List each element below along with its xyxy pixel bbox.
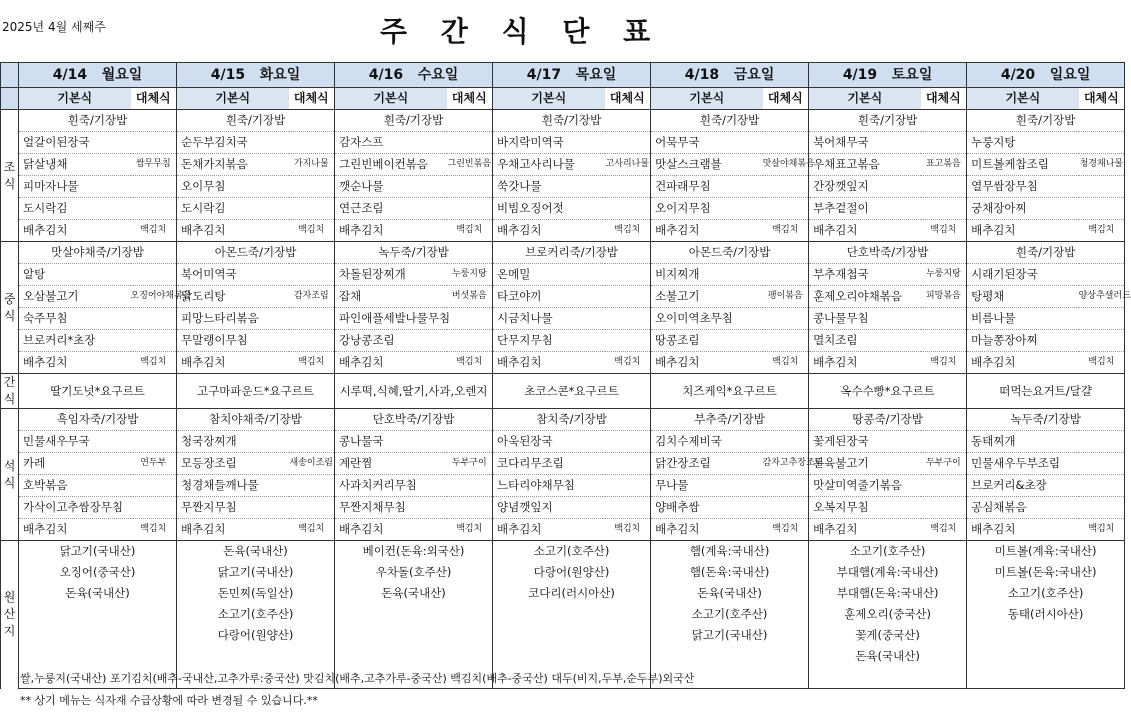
lunch-alt-dish: 누룽지탕 <box>921 264 967 286</box>
breakfast-dish: 쑥갓나물 <box>493 176 651 198</box>
section-snack: 간식 <box>1 374 19 409</box>
lunch-dish: 배추김치 <box>493 352 605 374</box>
snack-item: 떠먹는요거트/달걀 <box>967 374 1125 409</box>
day-date: 4/14 <box>52 66 88 83</box>
lunch-dish: 피망느타리볶음 <box>177 308 335 330</box>
breakfast-alt-dish: 백김치 <box>289 220 335 242</box>
dinner-dish: 무짠지무침 <box>177 497 335 519</box>
weekly-menu-table <box>0 62 1131 689</box>
spacer <box>403 67 418 83</box>
dinner-dish: 동태찌개 <box>967 431 1125 453</box>
lunch-dish: 오이미역초무침 <box>651 308 809 330</box>
dinner-dish: 코다리무조림 <box>493 453 651 475</box>
origin-item: 소고기(호주산) <box>493 541 651 563</box>
day-weekday: 수요일 <box>417 66 459 83</box>
dinner-main: 참치죽/기장밥 <box>493 409 651 431</box>
breakfast-alt-dish: 백김치 <box>921 220 967 242</box>
breakfast-dish: 배추김치 <box>651 220 763 242</box>
origin-item <box>177 646 335 667</box>
dinner-dish: 닭간장조림 <box>651 453 763 475</box>
lunch-dish: 비지찌개 <box>651 264 809 286</box>
lunch-dish: 차돌된장찌개 <box>335 264 447 286</box>
corner-cell <box>1 63 19 88</box>
origin-item <box>651 646 809 667</box>
day-header <box>493 63 651 88</box>
origin-item: 부대햄(계육:국내산) <box>809 562 967 583</box>
breakfast-dish: 배추김치 <box>177 220 289 242</box>
breakfast-dish: 건파래무침 <box>651 176 809 198</box>
spacer <box>719 67 734 83</box>
origin-item: 돈민찌(독일산) <box>177 583 335 604</box>
dinner-dish: 배추김치 <box>651 519 763 541</box>
lunch-dish: 무말랭이무침 <box>177 330 335 352</box>
dinner-alt-dish: 백김치 <box>289 519 335 541</box>
dinner-dish: 청국장찌개 <box>177 431 335 453</box>
lunch-alt-dish: 백김치 <box>1079 352 1125 374</box>
lunch-main: 아몬드죽/기장밥 <box>651 242 809 264</box>
day-date: 4/20 <box>1000 66 1036 83</box>
breakfast-dish: 그린빈베이컨볶음 <box>335 154 447 176</box>
dinner-dish: 배추김치 <box>493 519 605 541</box>
lunch-alt-dish: 백김치 <box>921 352 967 374</box>
breakfast-alt-dish: 백김치 <box>131 220 177 242</box>
lunch-dish: 시금치나물 <box>493 308 651 330</box>
day-date: 4/15 <box>210 66 246 83</box>
dinner-alt-dish: 새송이조림 <box>289 453 335 475</box>
dinner-alt-dish: 백김치 <box>763 519 809 541</box>
dinner-alt-dish: 두부구이 <box>447 453 493 475</box>
spacer <box>87 67 102 83</box>
dinner-main: 단호박죽/기장밥 <box>335 409 493 431</box>
origin-item <box>809 667 967 689</box>
lunch-dish: 강낭콩조림 <box>335 330 493 352</box>
origin-item: 동태(러시아산) <box>967 604 1125 625</box>
dinner-alt-dish: 백김치 <box>447 519 493 541</box>
origin-item: 다랑어(원양산) <box>177 625 335 646</box>
breakfast-dish: 어묵무국 <box>651 132 809 154</box>
dinner-dish: 사과치커리무침 <box>335 475 493 497</box>
origin-item: 미트볼(계육:국내산) <box>967 541 1125 563</box>
day-header <box>177 63 335 88</box>
breakfast-dish: 깻순나물 <box>335 176 493 198</box>
basic-header: 기본식 <box>809 88 921 110</box>
dinner-dish: 맛살미역줄기볶음 <box>809 475 967 497</box>
lunch-dish: 훈제오리야채볶음 <box>809 286 921 308</box>
breakfast-dish: 비빔오징어젓 <box>493 198 651 220</box>
breakfast-alt-dish: 백김치 <box>605 220 651 242</box>
alt-header: 대체식 <box>131 88 177 110</box>
breakfast-alt-dish: 맛살야채볶음 <box>763 154 809 176</box>
origin-item <box>19 625 177 646</box>
breakfast-dish: 오이지무침 <box>651 198 809 220</box>
spacer <box>877 67 892 83</box>
origin-item <box>967 625 1125 646</box>
day-header <box>967 63 1125 88</box>
dinner-dish: 양념깻잎지 <box>493 497 651 519</box>
day-date: 4/18 <box>684 66 720 83</box>
breakfast-dish: 간장깻잎지 <box>809 176 967 198</box>
origin-note: 쌀,누룽지(국내산) 포기김치(배추-국내산,고추가루:중국산) 맛김치(배추,고추가루-중국산) 백김치(배추-중국산) 대두(비지,두부,순두부)외국산 <box>20 672 695 685</box>
origin-item: 베이컨(돈육:외국산) <box>335 541 493 563</box>
lunch-dish: 북어미역국 <box>177 264 335 286</box>
breakfast-dish: 누룽지탕 <box>967 132 1125 154</box>
lunch-dish: 부추재첩국 <box>809 264 921 286</box>
breakfast-dish: 배추김치 <box>809 220 921 242</box>
lunch-dish: 파인애플세발나물무침 <box>335 308 493 330</box>
section-dinner: 석식 <box>1 409 19 541</box>
lunch-dish: 소불고기 <box>651 286 763 308</box>
basic-header: 기본식 <box>335 88 447 110</box>
origin-item: 햄(돈육:국내산) <box>651 562 809 583</box>
breakfast-dish: 열무쌈장무침 <box>967 176 1125 198</box>
alt-header: 대체식 <box>605 88 651 110</box>
breakfast-dish: 피마자나물 <box>19 176 177 198</box>
lunch-alt-dish: 피망볶음 <box>921 286 967 308</box>
alt-header: 대체식 <box>447 88 493 110</box>
breakfast-dish: 부추겉절이 <box>809 198 967 220</box>
spacer <box>245 67 260 83</box>
snack-item: 고구마파운드*요구르트 <box>177 374 335 409</box>
breakfast-main: 흰죽/기장밥 <box>651 110 809 132</box>
dinner-alt-dish: 백김치 <box>921 519 967 541</box>
lunch-dish: 시래기된장국 <box>967 264 1125 286</box>
lunch-dish: 닭도리탕 <box>177 286 289 308</box>
day-date: 4/19 <box>842 66 878 83</box>
section-origin: 원산지 <box>1 541 19 689</box>
breakfast-main: 흰죽/기장밥 <box>967 110 1125 132</box>
spacer <box>561 67 576 83</box>
day-date: 4/16 <box>368 66 404 83</box>
origin-item: 닭고기(국내산) <box>19 541 177 563</box>
day-weekday: 목요일 <box>575 66 617 83</box>
dinner-dish: 콩나물국 <box>335 431 493 453</box>
breakfast-dish: 돈채가지볶음 <box>177 154 289 176</box>
section-breakfast: 조식 <box>1 110 19 242</box>
dinner-dish: 배추김치 <box>809 519 921 541</box>
lunch-main: 녹두죽/기장밥 <box>335 242 493 264</box>
lunch-dish: 배추김치 <box>651 352 763 374</box>
origin-item: 소고기(호주산) <box>967 583 1125 604</box>
dinner-dish: 배추김치 <box>177 519 289 541</box>
dinner-dish: 호박볶음 <box>19 475 177 497</box>
breakfast-alt-dish: 가지나물 <box>289 154 335 176</box>
dinner-dish: 카레 <box>19 453 131 475</box>
basic-header: 기본식 <box>493 88 605 110</box>
corner-cell <box>1 88 19 110</box>
dinner-dish: 민물새우무국 <box>19 431 177 453</box>
day-weekday: 화요일 <box>259 66 301 83</box>
dinner-dish: 계란찜 <box>335 453 447 475</box>
origin-item <box>335 646 493 667</box>
day-date: 4/17 <box>526 66 562 83</box>
dinner-dish: 가삭이고추쌈장무침 <box>19 497 177 519</box>
snack-item: 치즈케익*요구르트 <box>651 374 809 409</box>
origin-item: 부대햄(돈육:국내산) <box>809 583 967 604</box>
origin-item <box>493 625 651 646</box>
basic-header: 기본식 <box>19 88 131 110</box>
breakfast-dish: 얼갈이된장국 <box>19 132 177 154</box>
breakfast-alt-dish: 그린빈볶음 <box>447 154 493 176</box>
lunch-dish: 숙주무침 <box>19 308 177 330</box>
lunch-alt-dish: 백김치 <box>131 352 177 374</box>
lunch-dish: 배추김치 <box>967 352 1079 374</box>
origin-item: 닭고기(국내산) <box>177 562 335 583</box>
day-weekday: 금요일 <box>733 66 775 83</box>
page-title: 주 간 식 단 표 <box>380 15 663 48</box>
breakfast-alt-dish: 표고볶음 <box>921 154 967 176</box>
breakfast-dish: 배추김치 <box>335 220 447 242</box>
breakfast-main: 흰죽/기장밥 <box>493 110 651 132</box>
dinner-main: 참치야채죽/기장밥 <box>177 409 335 431</box>
snack-item: 딸기도넛*요구르트 <box>19 374 177 409</box>
dinner-dish: 김치수제비국 <box>651 431 809 453</box>
origin-item: 코다리(러시아산) <box>493 583 651 604</box>
breakfast-main: 흰죽/기장밥 <box>335 110 493 132</box>
breakfast-dish: 순두부김치국 <box>177 132 335 154</box>
dinner-main: 흑임자죽/기장밥 <box>19 409 177 431</box>
origin-item: 소고기(호주산) <box>177 604 335 625</box>
breakfast-dish: 맛살스크램블 <box>651 154 763 176</box>
dinner-dish: 청경채들깨나물 <box>177 475 335 497</box>
lunch-alt-dish: 백김치 <box>763 352 809 374</box>
origin-item <box>335 625 493 646</box>
origin-item: 미트볼(돈육:국내산) <box>967 562 1125 583</box>
origin-item <box>967 667 1125 689</box>
dinner-dish: 브로커리&초장 <box>967 475 1125 497</box>
dinner-dish: 민물새우두부조림 <box>967 453 1125 475</box>
day-header <box>335 63 493 88</box>
dinner-dish: 배추김치 <box>19 519 131 541</box>
breakfast-dish: 배추김치 <box>19 220 131 242</box>
lunch-dish: 배추김치 <box>335 352 447 374</box>
lunch-dish: 멸치조림 <box>809 330 967 352</box>
lunch-main: 단호박죽/기장밥 <box>809 242 967 264</box>
dinner-dish: 공심채볶음 <box>967 497 1125 519</box>
basic-header: 기본식 <box>967 88 1079 110</box>
lunch-alt-dish: 백김치 <box>447 352 493 374</box>
breakfast-dish: 북어채무국 <box>809 132 967 154</box>
lunch-alt-dish: 백김치 <box>289 352 335 374</box>
breakfast-dish: 닭살냉채 <box>19 154 131 176</box>
lunch-main: 맛살야채죽/기장밥 <box>19 242 177 264</box>
dinner-alt-dish: 백김치 <box>605 519 651 541</box>
origin-item: 꽃게(중국산) <box>809 625 967 646</box>
menu-period: 2025년 4월 세째주 <box>2 20 106 34</box>
origin-item: 햄(계육:국내산) <box>651 541 809 563</box>
lunch-main: 브로커리죽/기장밥 <box>493 242 651 264</box>
day-weekday: 토요일 <box>891 66 933 83</box>
lunch-dish: 타코야끼 <box>493 286 651 308</box>
dinner-dish: 무짠지채무침 <box>335 497 493 519</box>
lunch-dish: 배추김치 <box>177 352 289 374</box>
lunch-dish: 잡채 <box>335 286 447 308</box>
lunch-alt-dish: 양상추샐러드 <box>1079 286 1125 308</box>
origin-item: 돈육(국내산) <box>651 583 809 604</box>
breakfast-main: 흰죽/기장밥 <box>177 110 335 132</box>
basic-header: 기본식 <box>177 88 289 110</box>
dinner-dish: 돈육불고기 <box>809 453 921 475</box>
dinner-dish: 오복지무침 <box>809 497 967 519</box>
breakfast-dish: 우채표고볶음 <box>809 154 921 176</box>
origin-item: 돈육(국내산) <box>335 583 493 604</box>
dinner-alt-dish: 연두부 <box>131 453 177 475</box>
breakfast-alt-dish: 백김치 <box>1079 220 1125 242</box>
dinner-main: 땅콩죽/기장밥 <box>809 409 967 431</box>
alt-header: 대체식 <box>289 88 335 110</box>
alt-header: 대체식 <box>763 88 809 110</box>
dinner-alt-dish: 백김치 <box>131 519 177 541</box>
origin-item: 오징어(중국산) <box>19 562 177 583</box>
lunch-dish: 콩나물무침 <box>809 308 967 330</box>
dinner-main: 부추죽/기장밥 <box>651 409 809 431</box>
dinner-dish: 아욱된장국 <box>493 431 651 453</box>
section-lunch: 중식 <box>1 242 19 374</box>
breakfast-dish: 미트볼케찹조림 <box>967 154 1079 176</box>
lunch-dish: 온메밀 <box>493 264 651 286</box>
origin-item <box>493 604 651 625</box>
breakfast-alt-dish: 백김치 <box>763 220 809 242</box>
breakfast-dish: 바지락미역국 <box>493 132 651 154</box>
origin-item: 우차돌(호주산) <box>335 562 493 583</box>
origin-item <box>335 604 493 625</box>
breakfast-dish: 배추김치 <box>967 220 1079 242</box>
breakfast-dish: 배추김치 <box>493 220 605 242</box>
lunch-dish: 탕평채 <box>967 286 1079 308</box>
lunch-alt-dish: 버섯볶음 <box>447 286 493 308</box>
lunch-dish: 마늘쫑장아찌 <box>967 330 1125 352</box>
dinner-dish: 모등장조림 <box>177 453 289 475</box>
day-weekday: 월요일 <box>101 66 143 83</box>
lunch-alt-dish: 백김치 <box>605 352 651 374</box>
lunch-main: 흰죽/기장밥 <box>967 242 1125 264</box>
dinner-main: 녹두죽/기장밥 <box>967 409 1125 431</box>
origin-item: 돈육(국내산) <box>177 541 335 563</box>
breakfast-alt-dish: 쌈무무침 <box>131 154 177 176</box>
alt-header: 대체식 <box>921 88 967 110</box>
lunch-alt-dish: 오징어야채볶음 <box>131 286 177 308</box>
basic-header: 기본식 <box>651 88 763 110</box>
lunch-dish: 오삼불고기 <box>19 286 131 308</box>
breakfast-main: 흰죽/기장밥 <box>19 110 177 132</box>
day-header <box>19 63 177 88</box>
day-weekday: 일요일 <box>1049 66 1091 83</box>
dinner-alt-dish: 백김치 <box>1079 519 1125 541</box>
origin-item: 돈육(국내산) <box>19 583 177 604</box>
breakfast-alt-dish: 백김치 <box>447 220 493 242</box>
breakfast-dish: 감자스프 <box>335 132 493 154</box>
dinner-alt-dish: 두부구이 <box>921 453 967 475</box>
origin-item: 다랑어(원양산) <box>493 562 651 583</box>
breakfast-dish: 우채고사리나물 <box>493 154 605 176</box>
change-notice: ** 상기 메뉴는 식자재 수급상황에 따라 변경될 수 있습니다.** <box>20 694 318 707</box>
snack-item: 옥수수빵*요구르트 <box>809 374 967 409</box>
lunch-main: 아몬드죽/기장밥 <box>177 242 335 264</box>
dinner-dish: 배추김치 <box>335 519 447 541</box>
origin-item: 닭고기(국내산) <box>651 625 809 646</box>
origin-item <box>19 604 177 625</box>
lunch-dish: 땅콩조림 <box>651 330 809 352</box>
lunch-dish: 배추김치 <box>809 352 921 374</box>
breakfast-dish: 도시락김 <box>19 198 177 220</box>
lunch-dish: 알탕 <box>19 264 177 286</box>
lunch-dish: 브로커리*초장 <box>19 330 177 352</box>
breakfast-dish: 도시락김 <box>177 198 335 220</box>
alt-header: 대체식 <box>1079 88 1125 110</box>
dinner-alt-dish: 감자고추장조림 <box>763 453 809 475</box>
lunch-alt-dish: 감자조림 <box>289 286 335 308</box>
lunch-alt-dish: 팽이볶음 <box>763 286 809 308</box>
breakfast-dish: 오이무침 <box>177 176 335 198</box>
breakfast-alt-dish: 청경채나물 <box>1079 154 1125 176</box>
dinner-dish: 꽃게된장국 <box>809 431 967 453</box>
dinner-dish: 양배추쌈 <box>651 497 809 519</box>
breakfast-dish: 연근조림 <box>335 198 493 220</box>
lunch-dish: 비름나물 <box>967 308 1125 330</box>
day-header <box>809 63 967 88</box>
spacer <box>1035 67 1050 83</box>
origin-item: 돈육(국내산) <box>809 646 967 667</box>
origin-item <box>493 646 651 667</box>
lunch-dish: 단무지무침 <box>493 330 651 352</box>
day-header <box>651 63 809 88</box>
breakfast-alt-dish: 고사리나물 <box>605 154 651 176</box>
dinner-dish: 배추김치 <box>967 519 1079 541</box>
origin-item: 소고기(호주산) <box>651 604 809 625</box>
dinner-dish: 무나물 <box>651 475 809 497</box>
lunch-alt-dish: 누룽지탕 <box>447 264 493 286</box>
origin-item: 훈제오리(중국산) <box>809 604 967 625</box>
snack-item: 초코스콘*요구르트 <box>493 374 651 409</box>
breakfast-main: 흰죽/기장밥 <box>809 110 967 132</box>
lunch-dish: 배추김치 <box>19 352 131 374</box>
origin-item: 소고기(호주산) <box>809 541 967 563</box>
origin-item <box>19 646 177 667</box>
origin-item <box>967 646 1125 667</box>
dinner-dish: 느타리야채무침 <box>493 475 651 497</box>
snack-item: 시루떡,식혜,딸기,사과,오렌지 <box>335 374 493 409</box>
breakfast-dish: 궁채장아찌 <box>967 198 1125 220</box>
